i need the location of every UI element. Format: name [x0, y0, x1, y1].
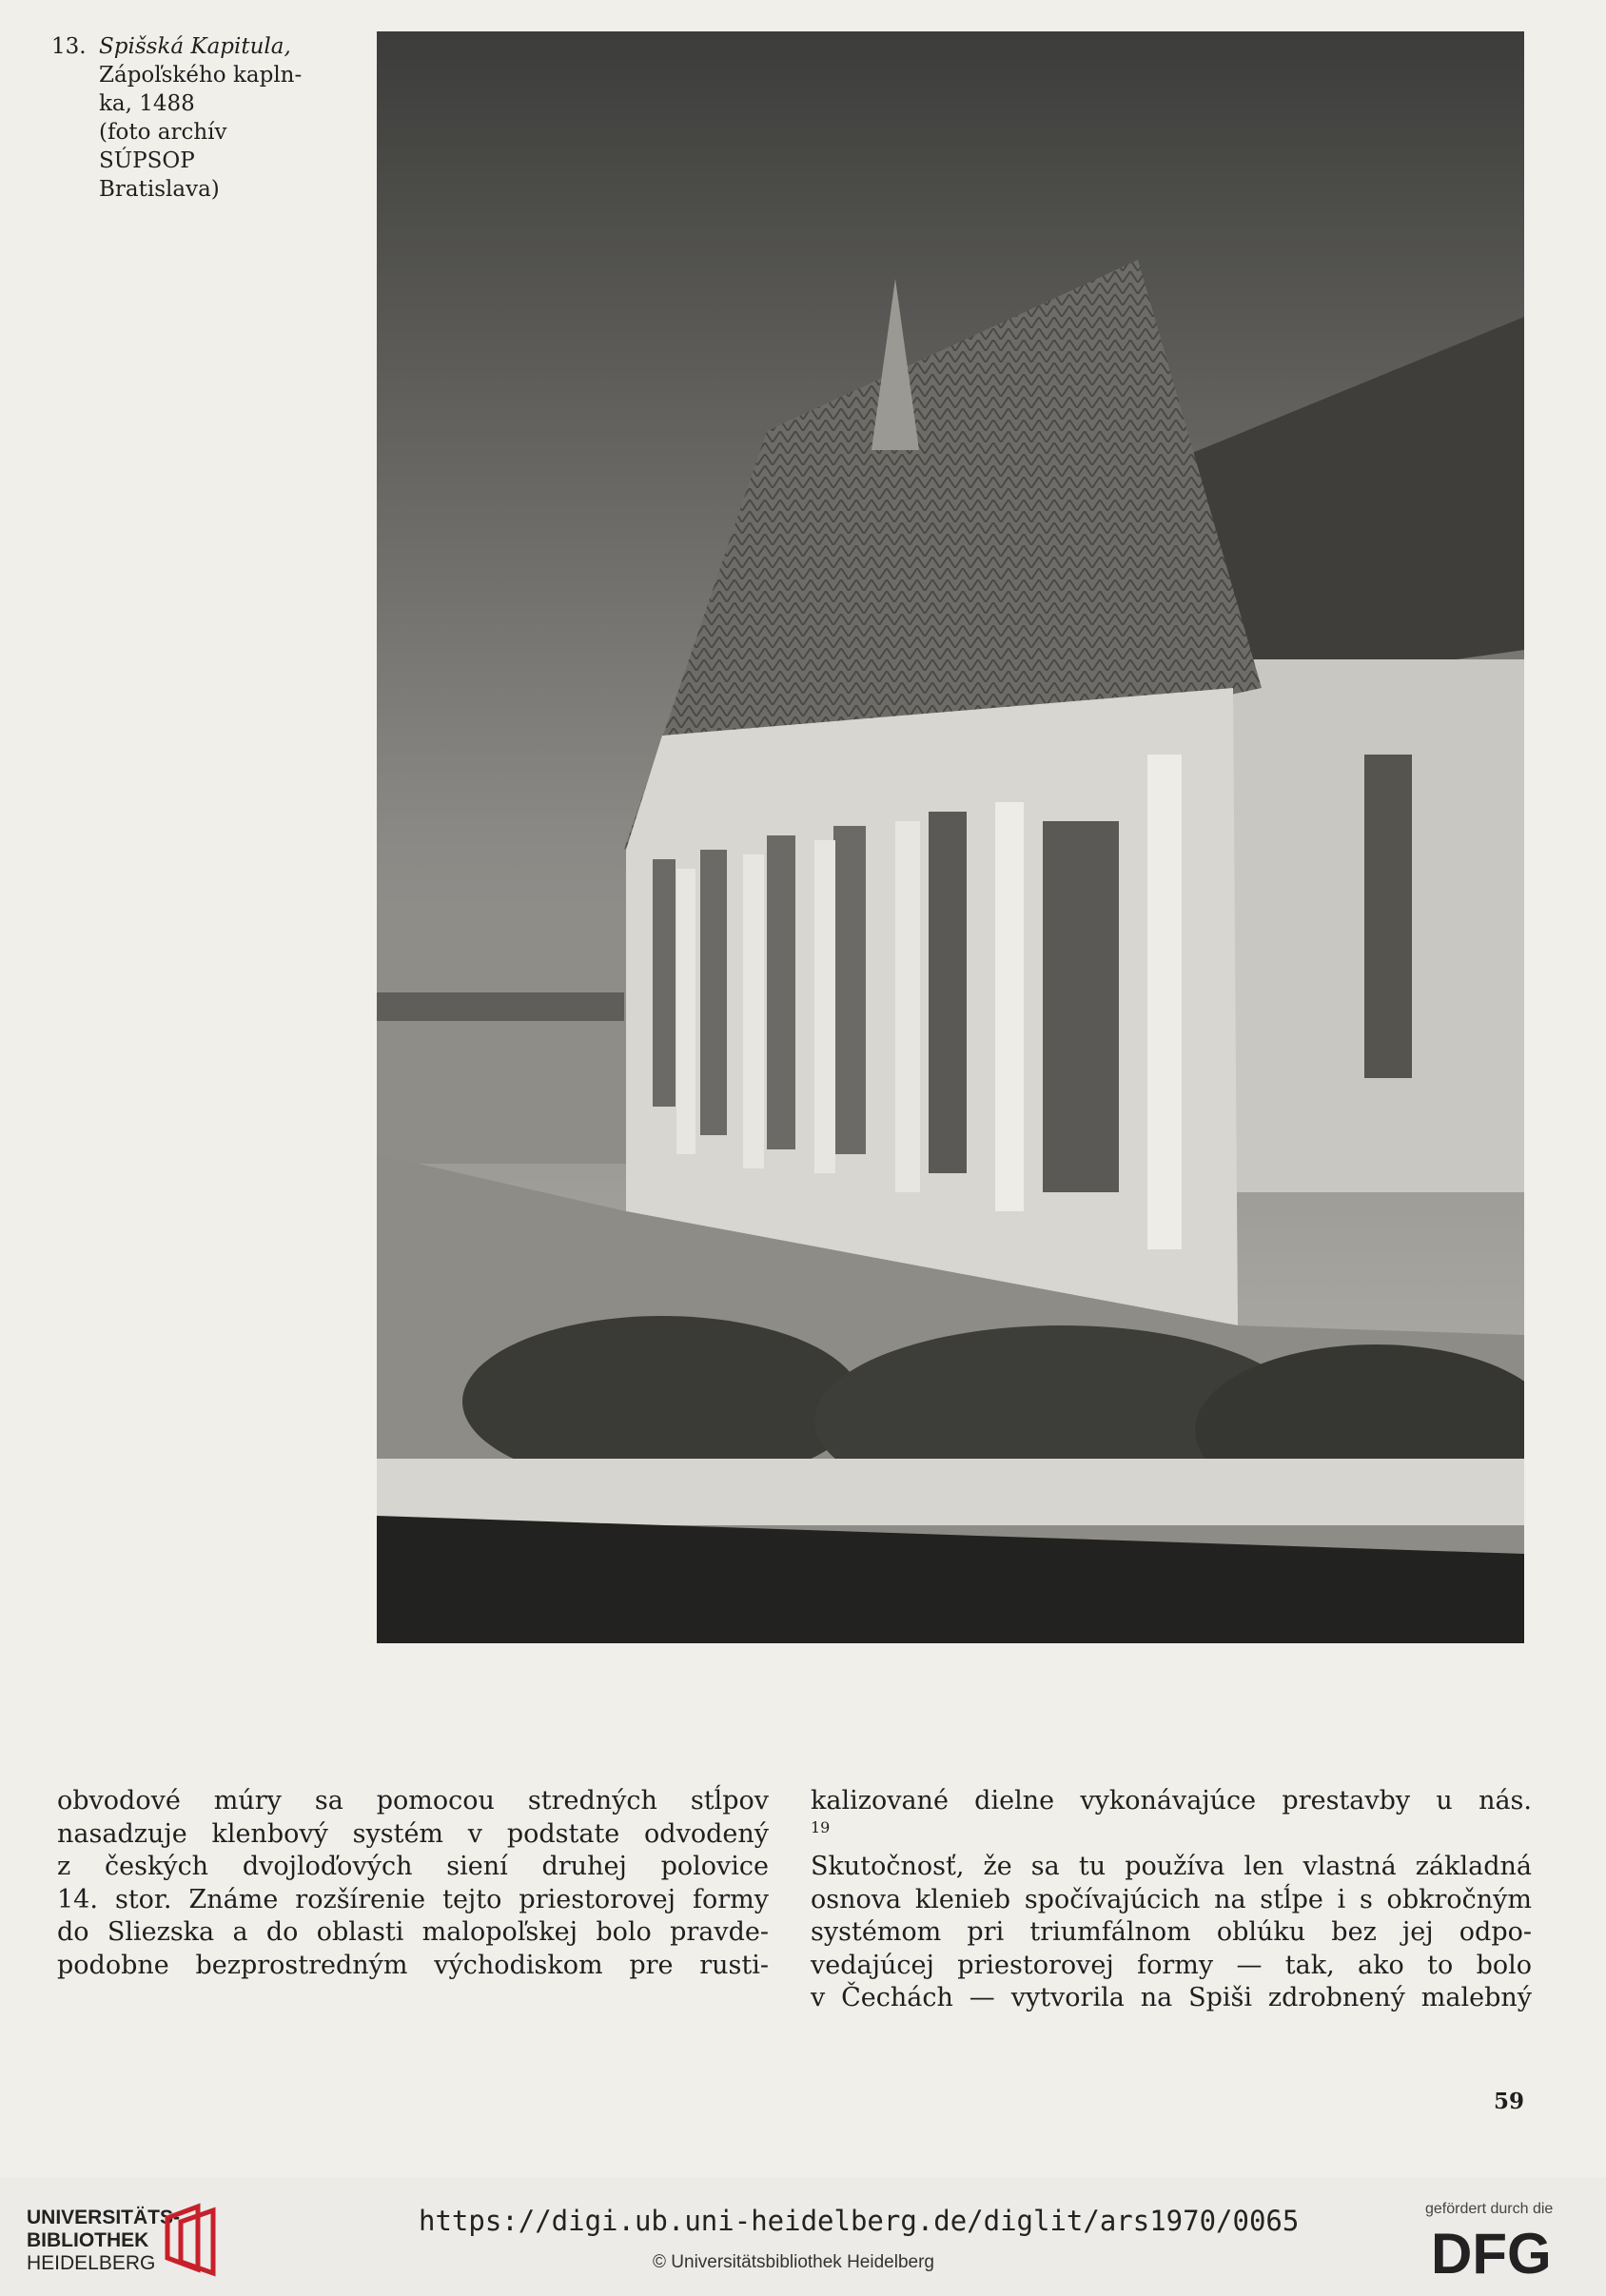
caption-number: 13. — [51, 34, 87, 59]
text-line: kalizované dielne vykonávajúce prestavby u nás. — [811, 1786, 1532, 1815]
body-text-left-column — [57, 1785, 769, 1982]
caption-line: SÚPSOP — [99, 148, 195, 173]
text-line: osnova klenieb spočívajúcich na stĺpe i s obkročným — [811, 1884, 1532, 1914]
library-name-line: UNIVERSITÄTS- — [27, 2207, 181, 2228]
page-number: 59 — [1494, 2089, 1525, 2114]
caption-title-line — [51, 32, 337, 61]
library-name-line: HEIDELBERG — [27, 2252, 156, 2274]
library-name[interactable] — [27, 2207, 180, 2275]
library-logo-icon[interactable] — [160, 2199, 225, 2277]
text-line: podobne bezprostredným východiskom pre rusti- — [57, 1950, 769, 1980]
chapel-photo — [377, 31, 1524, 1643]
copyright-notice: © Universitätsbibliothek Heidelberg — [653, 2252, 934, 2272]
viewer-footer — [0, 2178, 1606, 2296]
text-line-with-footnote — [811, 1785, 1532, 1851]
text-line: obvodové múry sa pomocou stredných stĺpov — [57, 1786, 769, 1815]
text-line: nasadzuje klenbový systém v podstate odvodený — [57, 1818, 769, 1849]
text-line: z českých dvojloďových siení druhej polovice — [57, 1852, 769, 1881]
dfg-logo-icon[interactable] — [1427, 2222, 1589, 2281]
caption-line: Bratislava) — [99, 177, 220, 202]
dfg-logo-text: DFG — [1431, 2222, 1552, 2281]
caption-line: (foto archív — [99, 120, 227, 145]
body-text-right-column — [811, 1785, 1532, 2015]
footnote-reference[interactable]: 19 — [811, 1817, 831, 1836]
figure-caption — [51, 32, 337, 204]
text-line: 14. stor. Známe rozšírenie tejto priestorovej formy — [57, 1884, 769, 1914]
caption-place: Spišská Kapitula, — [99, 34, 291, 59]
text-line: systémom pri triumfálnom oblúku bez jej odpo- — [811, 1917, 1532, 1947]
text-line: vedajúcej priestorovej formy — tak, ako to bolo — [811, 1950, 1532, 1980]
caption-line: Zápoľského kapln- — [99, 63, 303, 88]
library-name-line: BIBLIOTHEK — [27, 2229, 149, 2251]
page-url-link[interactable]: https://digi.ub.uni-heidelberg.de/diglit/ars1970/0065 — [419, 2205, 1300, 2237]
text-line: v Čechách — vytvorila na Spiši zdrobnený malebný — [811, 1983, 1532, 2012]
text-line: do Sliezska a do oblasti malopoľskej bolo pravde- — [57, 1917, 769, 1947]
text-line: Skutočnosť, že sa tu používa len vlastná základná — [811, 1852, 1532, 1881]
caption-line: ka, 1488 — [99, 91, 195, 116]
sponsor-label: gefördert durch die — [1425, 2201, 1554, 2217]
chapel-photo-illustration — [377, 31, 1524, 1643]
